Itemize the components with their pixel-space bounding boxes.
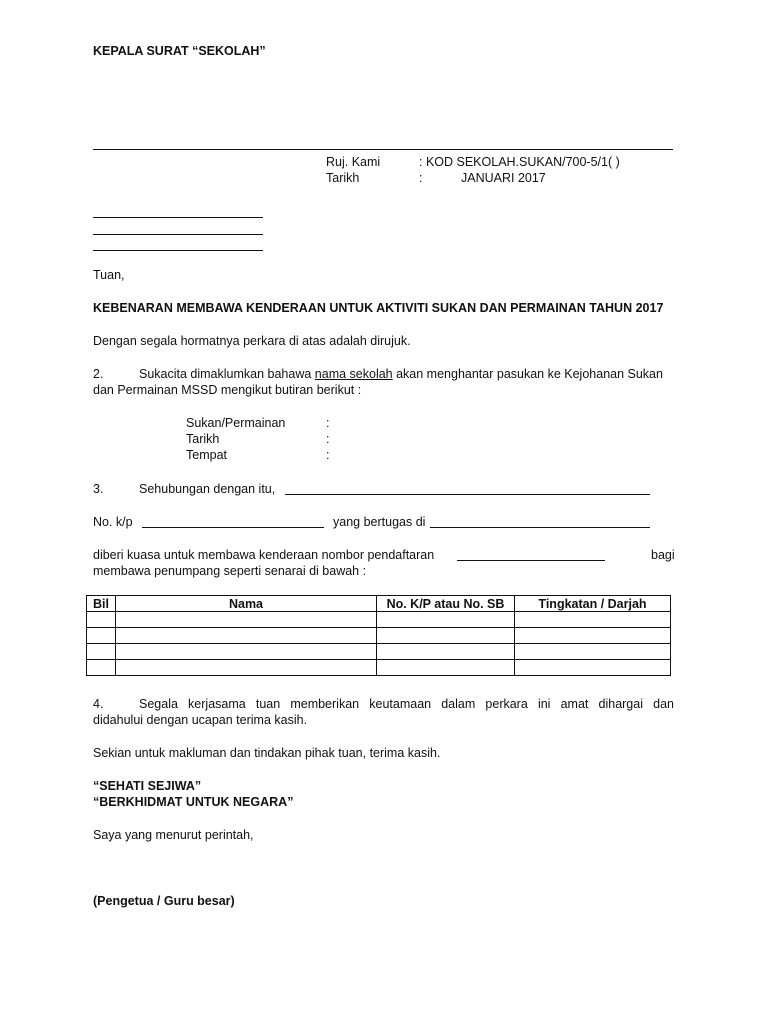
detail-label-tempat: Tempat [186, 448, 227, 462]
address-line-3 [93, 250, 263, 251]
tarikh-label: Tarikh [326, 171, 360, 185]
para2-line1 [139, 367, 663, 381]
detail-label-tarikh: Tarikh [186, 432, 220, 446]
col-tingkatan: Tingkatan / Darjah [515, 596, 671, 612]
salutation: Tuan, [93, 268, 125, 282]
nokp-middle: yang bertugas di [333, 515, 426, 529]
detail-colon-tempat: : [326, 448, 330, 462]
para2-pre: Sukacita dimaklumkan bahawa [139, 367, 315, 381]
col-nama: Nama [116, 596, 377, 612]
para2-post: akan menghantar pasukan ke Kejohanan Sukan [392, 367, 663, 381]
para2-line2: dan Permainan MSSD mengikut butiran berikut : [93, 383, 362, 397]
letterhead: KEPALA SURAT “SEKOLAH” [93, 44, 266, 58]
table-row [87, 644, 671, 660]
para4-line2: didahului dengan ucapan terima kasih. [93, 713, 308, 727]
table-cell [515, 612, 671, 628]
opening-text: Dengan segala hormatnya perkara di atas adalah dirujuk. [93, 334, 411, 348]
vehicle-line1: diberi kuasa untuk membawa kenderaan nombor pendaftaran [93, 548, 435, 562]
detail-colon-sukan: : [326, 416, 330, 430]
table-cell [116, 612, 377, 628]
para3-blank [285, 494, 650, 495]
table-cell [377, 628, 515, 644]
signatory: (Pengetua / Guru besar) [93, 894, 235, 908]
vehicle-plate-blank [457, 560, 605, 561]
address-line-2 [93, 234, 263, 235]
motto-sehati: “SEHATI SEJIWA” [93, 779, 202, 793]
closing-text: Sekian untuk makluman dan tindakan pihak tuan, terima kasih. [93, 746, 441, 760]
letterhead-rule [93, 149, 673, 150]
address-line-1 [93, 217, 263, 218]
table-cell [377, 660, 515, 676]
bertugas-blank [430, 527, 650, 528]
nokp-label: No. k/p [93, 515, 133, 529]
para4-number: 4. [93, 697, 104, 711]
nama-sekolah: nama sekolah [314, 367, 393, 381]
table-cell [116, 628, 377, 644]
col-bil: Bil [87, 596, 116, 612]
table-cell [377, 612, 515, 628]
table-cell [87, 612, 116, 628]
para2-number: 2. [93, 367, 104, 381]
table-row [87, 660, 671, 676]
motto-berkhidmat: “BERKHIDMAT UNTUK NEGARA” [93, 795, 294, 809]
table-cell [515, 660, 671, 676]
table-cell [116, 660, 377, 676]
col-nokp: No. K/P atau No. SB [377, 596, 515, 612]
table-cell [87, 628, 116, 644]
subject: KEBENARAN MEMBAWA KENDERAAN UNTUK AKTIVITI SUKAN DAN PERMAINAN TAHUN 2017 [93, 301, 664, 315]
table-cell [515, 644, 671, 660]
para4-line1: Segala kerjasama tuan memberikan keutamaan dalam perkara ini amat dihargai dan [139, 697, 674, 711]
detail-colon-tarikh: : [326, 432, 330, 446]
table-cell [116, 644, 377, 660]
table-cell [377, 644, 515, 660]
ruj-value: : KOD SEKOLAH.SUKAN/700-5/1( ) [419, 155, 620, 169]
vehicle-line2: membawa penumpang seperti senarai di bawah : [93, 564, 367, 578]
table-cell [87, 660, 116, 676]
para3-number: 3. [93, 482, 104, 496]
table-cell [87, 644, 116, 660]
obey-text: Saya yang menurut perintah, [93, 828, 254, 842]
table-row [87, 628, 671, 644]
table-cell [515, 628, 671, 644]
table-header-row [87, 596, 671, 612]
vehicle-bagi: bagi [651, 548, 675, 562]
tarikh-value: JANUARI 2017 [461, 171, 546, 185]
para3-text: Sehubungan dengan itu, [139, 482, 276, 496]
tarikh-colon: : [419, 171, 423, 185]
nokp-blank [142, 527, 324, 528]
detail-label-sukan: Sukan/Permainan [186, 416, 286, 430]
table-row [87, 612, 671, 628]
passenger-table [86, 595, 671, 676]
ruj-label: Ruj. Kami [326, 155, 381, 169]
